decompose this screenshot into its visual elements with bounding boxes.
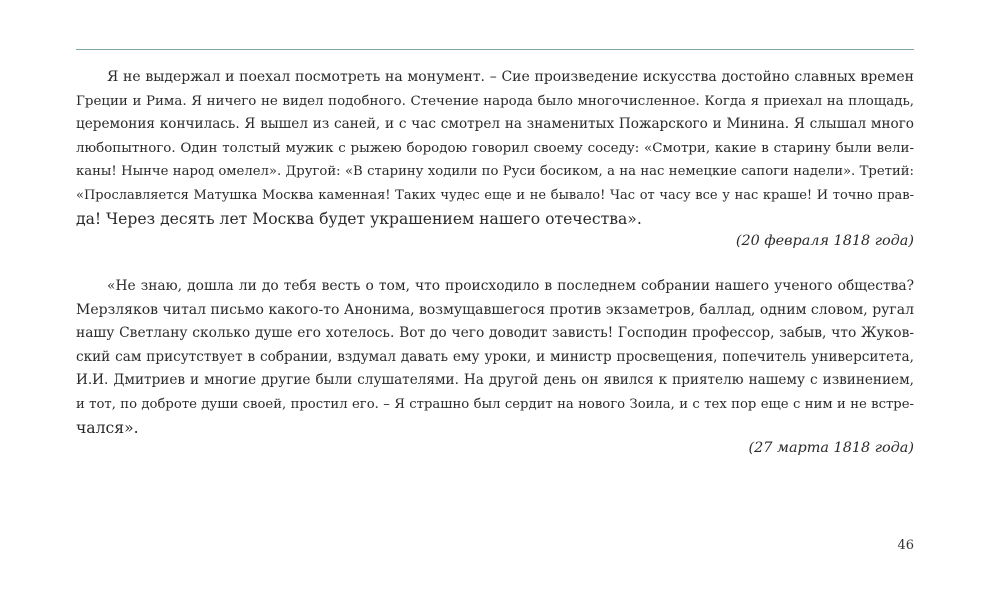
date-caption-2: (27 марта 1818 года) [748,440,914,456]
paragraph-1-line: «Прославляется Матушка Москва каменная! Таких чудес еще и не бывало! Час от часу все у нас краше! И точно прав- [76,187,914,203]
paragraph-1-line: Греции и Рима. Я ничего не видел подобного. Стечение народа было многочисленное. Когда я приехал на площадь, [76,93,914,109]
paragraph-2 [76,275,914,440]
paragraph-2-line: ский сам присутствует в собрании, вздумал давать ему уроки, и министр просвещения, попечитель университета, [76,348,914,365]
paragraph-1-line: каны! Нынче народ омелел». Другой: «В старину ходили по Руси босиком, а на нас немецкие сапоги надели». Третий: [76,164,914,180]
date-caption-1: (20 февраля 1818 года) [735,233,914,249]
paragraph-2-line: и тот, по доброте души своей, простил его. – Я страшно был сердит на нового Зоила, и с тех пор еще с ним и не встре- [76,396,914,412]
paragraph-1-line: Я не выдержал и поехал посмотреть на монумент. – Сие произведение искусства достойно славных времен [107,69,914,85]
paragraph-2-line: Мерзляков читал письмо какого-то Анонима, возмущавшегося против экзаметров, баллад, одним словом, ругал [76,301,914,318]
header-rule [76,49,914,50]
paragraph-2-line: чался». [76,418,139,437]
paragraph-2-line: И.И. Дмитриев и многие другие были слушателями. На другой день он явился к приятелю нашему с извинением, [76,372,914,389]
paragraph-1-line: церемония кончилась. Я вышел из саней, и с час смотрел на знаменитых Пожарского и Минина. Я слышал много [76,116,914,133]
page-number: 46 [897,538,914,553]
paragraph-1-line: да! Через десять лет Москва будет украшением нашего отечества». [76,209,642,228]
paragraph-1 [76,66,914,231]
paragraph-2-line: нашу Светлану сколько душе его хотелось. Вот до чего доводит зависть! Господин профессор, забыв, что Жуков- [76,325,914,342]
paragraph-2-line: «Не знаю, дошла ли до тебя весть о том, что происходило в последнем собрании нашего ученого общества? [107,278,914,294]
paragraph-1-line: любопытного. Один толстый мужик с рыжею бородою говорил своему соседу: «Смотри, какие в старину были вели- [76,140,914,156]
